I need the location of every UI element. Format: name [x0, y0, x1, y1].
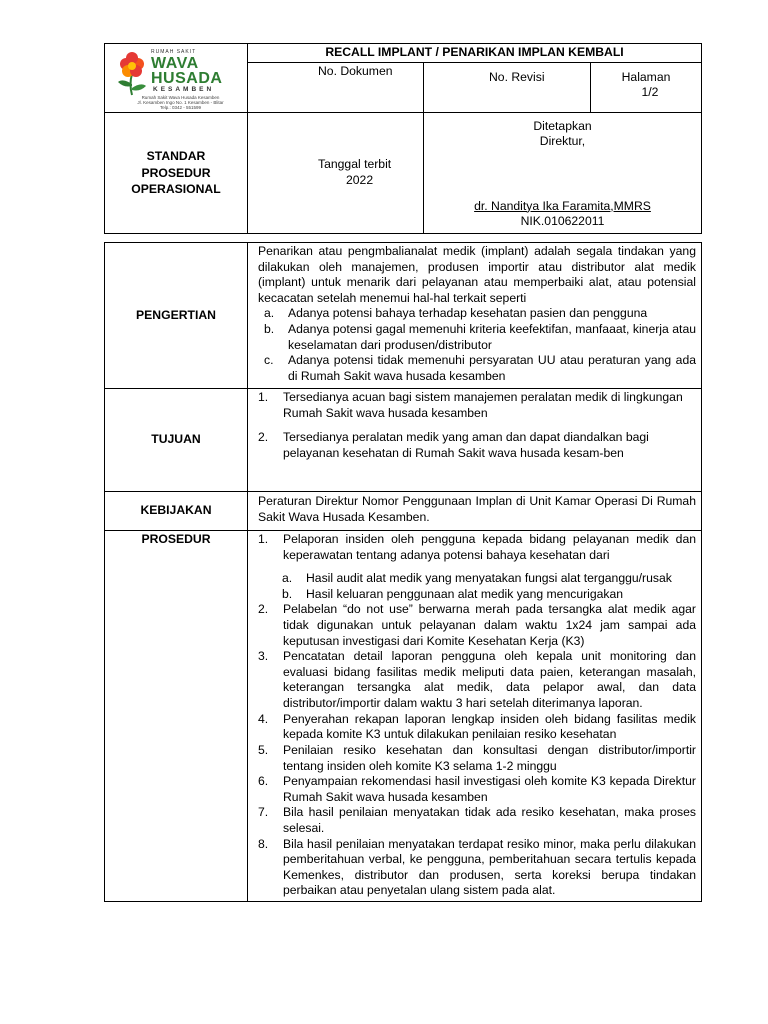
logo-wava-text: WAVA	[151, 55, 199, 72]
logo-husada-text: HUSADA	[151, 70, 223, 87]
direktur-label: Direktur,	[539, 134, 586, 149]
list-item: 4. Penyerahan rekapan laporan lengkap insiden oleh bidang fasilitas medik kepada komite K3 untuk dilakukan penilaian resiko kesehatan	[258, 711, 696, 742]
list-item: a. Adanya potensi bahaya terhadap kesehatan pasien dan pengguna	[264, 306, 648, 321]
logo-cell	[105, 44, 248, 113]
sop-line-2: PROSEDUR	[141, 165, 211, 180]
halaman-cell	[591, 62, 702, 112]
tujuan-label: TUJUAN	[105, 389, 248, 492]
tujuan-row	[105, 389, 702, 492]
pengertian-label: PENGERTIAN	[105, 243, 248, 389]
pengertian-intro: Penarikan atau pengmbalianalat medik (implant) adalah segala tindakan yang dilakukan oleh manajemen, produsen importir atau distributor alat medik (implant) untuk menarik dari pelayanan atau memperbaiki alat, atau potensial kecacatan setelah menemui hal-hal terkait seperti	[258, 244, 696, 305]
tanggal-terbit-cell	[248, 113, 424, 234]
list-item: 7. Bila hasil penilaian menyatakan tidak ada resiko kesehatan, maka proses selesai.	[258, 805, 696, 835]
sop-line-1: STANDAR	[146, 149, 206, 164]
tanggal-terbit-label: Tanggal terbit	[318, 157, 392, 172]
prosedur-content	[248, 531, 702, 902]
hospital-logo	[109, 46, 241, 110]
list-item: 8. Bila hasil penilaian menyatakan terdapat resiko minor, maka perlu dilakukan pemberitahuan verbal, ke pengguna, pemberitahuan secara tertulis kepada Kemenkes, distributor dan produsen, serta koreksi berupa tindakan perbaikan atau penyetalan ulang sistem pada alat.	[258, 836, 696, 898]
prosedur-list	[258, 532, 696, 563]
list-item: 2. Tersedianya peralatan medik yang aman dan dapat diandalkan bagi pelayanan kesehatan di Rumah Sakit wava husada kesam-ben	[258, 430, 649, 460]
sop-label-cell	[105, 113, 248, 234]
list-item: 3. Pencatatan detail laporan pengguna oleh kepala unit monitoring dan evaluasi bidang fasilitas medik meliputi data paien, keterangan masalah, keterangan tersangka alat medik, data pelapor awal, dan data distributor/importir dalam waktu 3 hari setelah diterimanya laporan.	[258, 649, 696, 711]
sop-line-3: OPERASIONAL	[131, 182, 221, 197]
no-dokumen-cell	[248, 62, 424, 112]
no-revisi-label: No. Revisi	[489, 69, 545, 84]
kebijakan-label: KEBIJAKAN	[105, 492, 248, 531]
list-item: 2. Pelabelan “do not use” berwarna merah pada tersangka alat medik agar tidak digunakan untuk pelayanan dalam waktu 1x24 jam sampai ada keputusan investigasi dari Komite Kesehatan Kerja (K3)	[258, 602, 696, 648]
prosedur-list-continued	[258, 602, 696, 899]
pengertian-content	[248, 243, 702, 389]
signatory-name: dr. Nanditya Ika Faramita,MMRS	[474, 198, 651, 213]
list-item: b. Hasil keluaran penggunaan alat medik yang mencurigakan	[282, 586, 624, 601]
list-item: 5. Penilaian resiko kesehatan dan konsultasi dengan distributor/importir tentang insiden oleh komite K3 selama 1-2 minggu	[258, 742, 696, 773]
list-item: a. Hasil audit alat medik yang menyatakan fungsi alat terganggu/rusak	[282, 571, 672, 586]
ditetapkan-cell	[424, 113, 702, 234]
list-item: b. Adanya potensi gagal memenuhi kriteria keefektifan, manfaaat, kinerja atau keselamatan dari produsen/distributor	[264, 322, 696, 352]
list-item: 1. Pelaporan insiden oleh pengguna kepada bidang pelayanan medik dan keperawatan tentang adanya potensi bahaya kesehatan dari	[258, 532, 696, 562]
sop-content-table	[104, 242, 702, 902]
signatory-nik: NIK.010622011	[520, 213, 605, 228]
signature-block	[424, 199, 701, 230]
kebijakan-content: Peraturan Direktur Nomor Penggunaan Implan di Unit Kamar Operasi Di Rumah Sakit Wava Husada Kesamben.	[248, 492, 702, 531]
kebijakan-row	[105, 492, 702, 531]
no-revisi-cell	[424, 62, 591, 112]
list-item: c. Adanya potensi tidak memenuhi persyaratan UU atau peraturan yang ada di Rumah Sakit wava husada kesamben	[264, 353, 696, 383]
prosedur-label: PROSEDUR	[105, 531, 248, 902]
document-header-table	[104, 43, 702, 234]
logo-rumah-sakit-text: RUMAH SAKIT	[151, 49, 197, 55]
logo-address: Rumah Sakit Wava Husada Kesamben Jl. Kesamben Ingo No. 1 Kesamben - Blitar Telp.: 0342 - 551599	[137, 95, 224, 111]
no-dokumen-label: No. Dokumen	[318, 63, 393, 78]
document-title: RECALL IMPLANT / PENARIKAN IMPLAN KEMBALI	[248, 44, 702, 63]
prosedur-sub-list	[258, 571, 696, 602]
tujuan-list	[258, 390, 696, 461]
logo-kesamben-text: KESAMBEN	[153, 86, 215, 93]
prosedur-row	[105, 531, 702, 902]
tujuan-content	[248, 389, 702, 492]
list-item: 6. Penyampaian rekomendasi hasil investigasi oleh komite K3 kepada Direktur Rumah Sakit wava husada kesamben	[258, 774, 696, 804]
pengertian-list	[258, 306, 696, 384]
halaman-label: Halaman	[621, 69, 671, 84]
halaman-value: 1/2	[641, 85, 659, 100]
tanggal-terbit-value: 2022	[346, 173, 374, 187]
pengertian-row	[105, 243, 702, 389]
flower-logo-icon	[113, 52, 151, 96]
ditetapkan-label: Ditetapkan	[533, 119, 592, 133]
list-item: 1. Tersedianya acuan bagi sistem manajemen peralatan medik di lingkungan Rumah Sakit wava husada kesamben	[258, 390, 683, 420]
